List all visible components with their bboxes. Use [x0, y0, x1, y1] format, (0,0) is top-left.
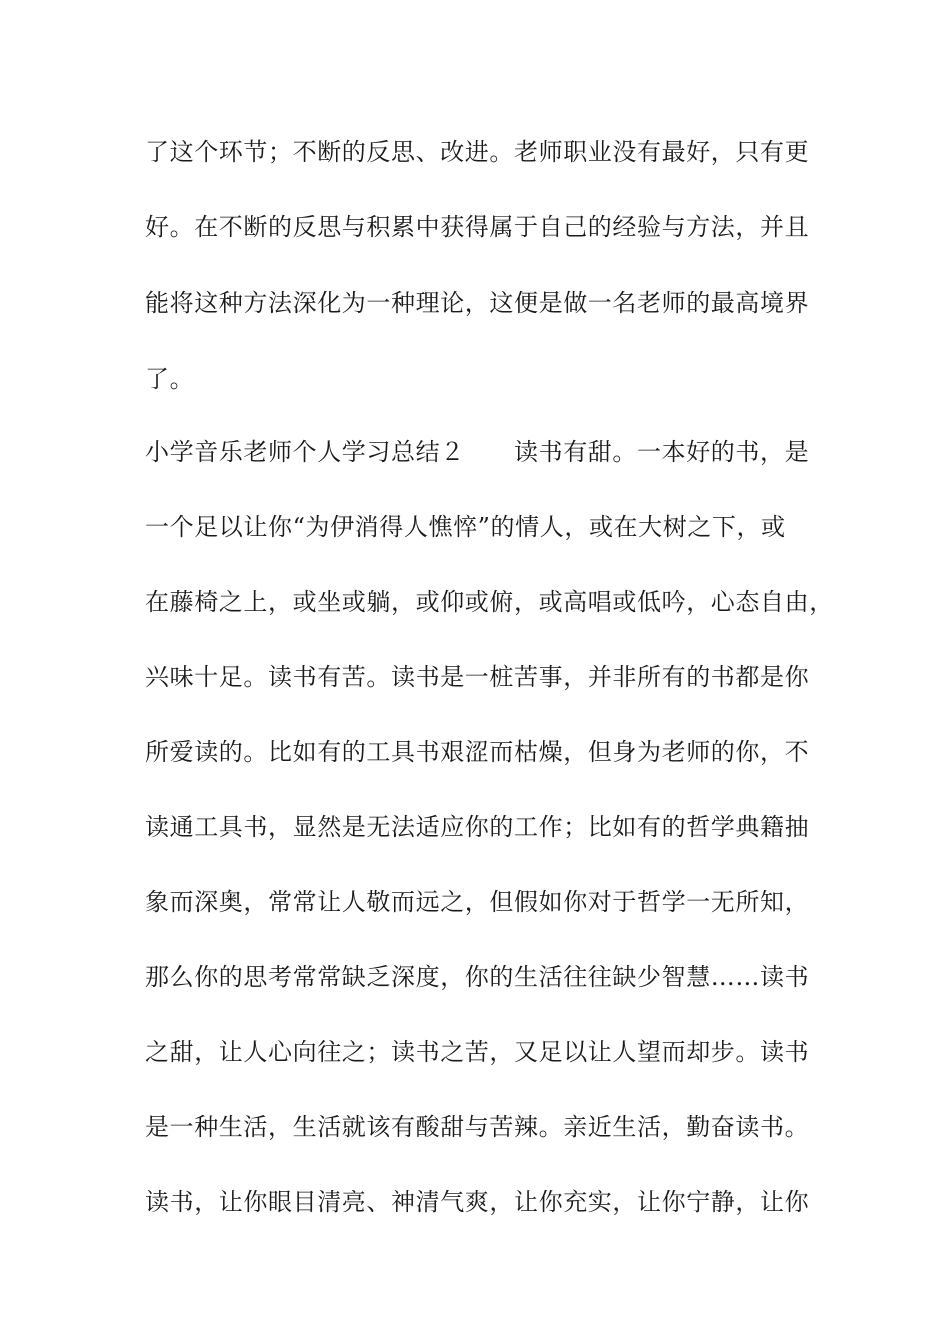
- text-line: 读通工具书，显然是无法适应你的工作；比如有的哲学典籍抽: [145, 813, 810, 841]
- text-line: 是一种生活，生活就该有酸甜与苦辣。亲近生活，勤奋读书。: [145, 1113, 810, 1141]
- text-line: 那么你的思考常常缺乏深度，你的生活往往缺少智慧……读书: [145, 963, 810, 991]
- text-line: 象而深奥，常常让人敬而远之，但假如你对于哲学一无所知，: [145, 888, 810, 916]
- section-heading-line: 小学音乐老师个人学习总结２ 读书有甜。一本好的书，是: [145, 438, 810, 466]
- text-line: 好。在不断的反思与积累中获得属于自己的经验与方法，并且: [145, 213, 810, 241]
- text-line: 能将这种方法深化为一种理论，这便是做一名老师的最高境界: [145, 289, 810, 317]
- text-line: 了。: [145, 365, 195, 393]
- text-line: 所爱读的。比如有的工具书艰涩而枯燥，但身为老师的你，不: [145, 738, 810, 766]
- text-line: 兴味十足。读书有苦。读书是一桩苦事，并非所有的书都是你: [145, 663, 810, 691]
- text-line: 在藤椅之上，或坐或躺，或仰或俯，或高唱或低吟，心态自由，: [145, 588, 834, 616]
- text-line: 之甜，让人心向往之；读书之苦，又足以让人望而却步。读书: [145, 1038, 810, 1066]
- text-line: 一个足以让你“为伊消得人憔悴”的情人，或在大树之下，或: [145, 513, 786, 541]
- text-line: 了这个环节；不断的反思、改进。老师职业没有最好，只有更: [145, 138, 810, 166]
- text-line: 读书，让你眼目清亮、神清气爽，让你充实，让你宁静，让你: [145, 1188, 810, 1216]
